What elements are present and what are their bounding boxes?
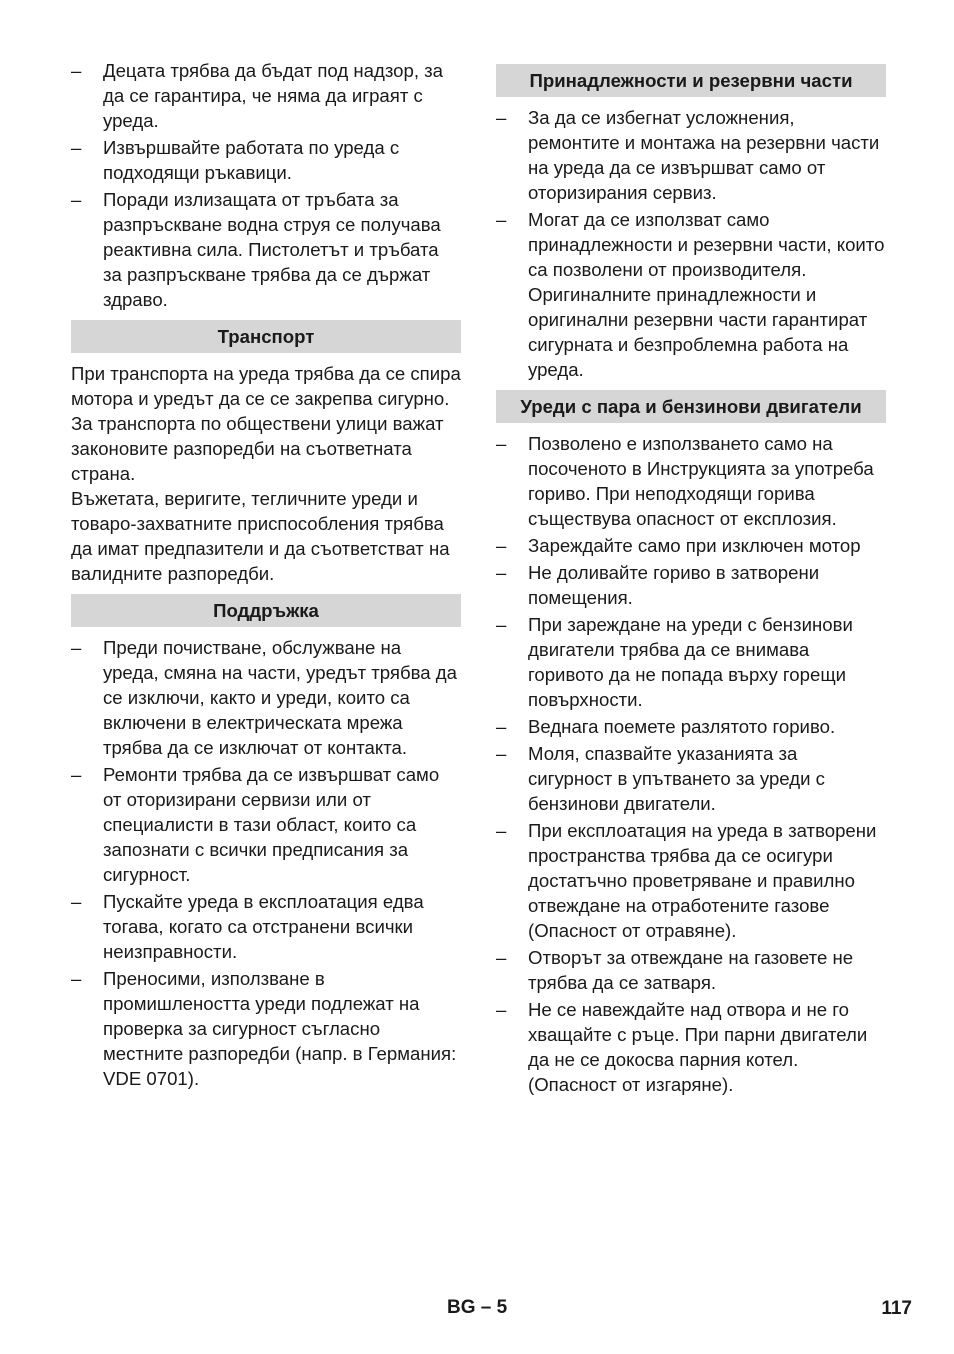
list-item-text: Пускайте уреда в експлоатация едва тогава, когато са отстранени всички неизправности. [103,891,424,962]
list-dash: – [71,137,82,158]
list-item-text: Децата трябва да бъдат под надзор, за да се гарантира, че няма да играят с уреда. [103,60,444,131]
page-number: 117 [881,1298,912,1319]
list-item [496,560,886,610]
list-item-text: Отворът за отвеждане на газовете не трябва да се затваря. [528,947,854,993]
footer-section-label: BG – 5 [447,1297,508,1318]
list-item-text: Поради излизащата от тръбата за разпръскване водна струя се получава реактивна сила. Пистолетът и тръбата за разпръскване трябва да се държат здраво. [103,189,441,310]
transport-paragraph: Въжетата, веригите, тегличните уреди и товаро-захватните приспособления трябва да имат предпазители и да съответстват на валидните разпоредби. [71,488,450,584]
list-dash: – [496,614,507,635]
list-item [496,714,886,739]
list-dash: – [71,60,82,81]
list-dash: – [496,999,507,1020]
list-dash: – [496,820,507,841]
list-item [496,105,886,205]
right-column [496,58,886,1099]
intro-list [71,58,461,312]
list-item-text: Преносими, използване в промишлеността уреди подлежат на проверка за сигурност съгласно местните разпоредби (напр. в Германия: VDE 0701). [103,968,457,1089]
list-item-text: Не се навеждайте над отвора и не го хващайте с ръце. При парни двигатели да не се докосва парния котел. (Опасност от изгаряне). [528,999,868,1095]
list-item-text: При експлоатация на уреда в затворени пространства трябва да се осигури достатъчно проветряване и правилно отвеждане на отработените газове (Опасност от отравяне). [528,820,877,941]
list-item [71,889,461,964]
list-dash: – [71,189,82,210]
list-item [496,533,886,558]
list-item [71,966,461,1091]
section-heading-engines: Уреди с пара и бензинови двигатели [496,390,886,423]
list-item [496,945,886,995]
list-dash: – [496,716,507,737]
list-dash: – [496,947,507,968]
left-column [71,58,461,1093]
list-item-text: Ремонти трябва да се извършват само от оторизирани сервизи или от специалисти в тази област, които са запознати с всички предписания за сигурност. [103,764,440,885]
list-dash: – [496,562,507,583]
list-dash: – [71,968,82,989]
list-item [496,997,886,1097]
transport-paragraph: За транспорта по обществени улици важат законовите разпоредби на съответната страна. [71,413,444,484]
list-item-text: Позволено е използването само на посоченото в Инструкцията за употреба гориво. При неподходящи горива съществува опасност от експлозия. [528,433,874,529]
list-dash: – [71,764,82,785]
list-item-text: Извършвайте работата по уреда с подходящи ръкавици. [103,137,400,183]
accessories-list [496,105,886,382]
list-dash: – [496,535,507,556]
list-item-text: Веднага поемете разлятото гориво. [528,716,836,737]
list-dash: – [496,743,507,764]
section-heading-accessories: Принадлежности и резервни части [496,64,886,97]
list-item-text: Преди почистване, обслужване на уреда, смяна на части, уредът трябва да се изключи, както и уреди, които са включени в електрическата мрежа трябва да се изключат от контакта. [103,637,457,758]
transport-paragraph: При транспорта на уреда трябва да се спира мотора и уредът да се се закрепва сигурно. [71,363,461,409]
section-heading-transport: Транспорт [71,320,461,353]
list-dash: – [71,891,82,912]
list-item [496,741,886,816]
list-item [496,612,886,712]
list-item-text: Моля, спазвайте указанията за сигурност в упътването за уреди с бензинови двигатели. [528,743,825,814]
list-item [496,818,886,943]
section-heading-maintenance: Поддръжка [71,594,461,627]
list-item [71,58,461,133]
list-item [496,431,886,531]
list-item [71,187,461,312]
list-item-text: За да се избегнат усложнения, ремонтите и монтажа на резервни части на уреда да се извършват само от оторизирания сервиз. [528,107,880,203]
list-item-text: Зареждайте само при изключен мотор [528,535,861,556]
list-dash: – [71,637,82,658]
list-item [71,762,461,887]
list-dash: – [496,107,507,128]
engines-list [496,431,886,1097]
list-dash: – [496,209,507,230]
list-item-text: Могат да се използват само принадлежности и резервни части, които са позволени от производителя. Оригиналните принадлежности и оригинални резервни части гарантират сигурната и безпроблемна работа на уреда. [528,209,885,380]
maintenance-list [71,635,461,1091]
list-item-text: При зареждане на уреди с бензинови двигатели трябва да се внимава горивото да не попада върху горещи повърхности. [528,614,853,710]
list-item [71,635,461,760]
list-item [71,135,461,185]
list-item [496,207,886,382]
list-item-text: Не доливайте гориво в затворени помещения. [528,562,820,608]
list-dash: – [496,433,507,454]
